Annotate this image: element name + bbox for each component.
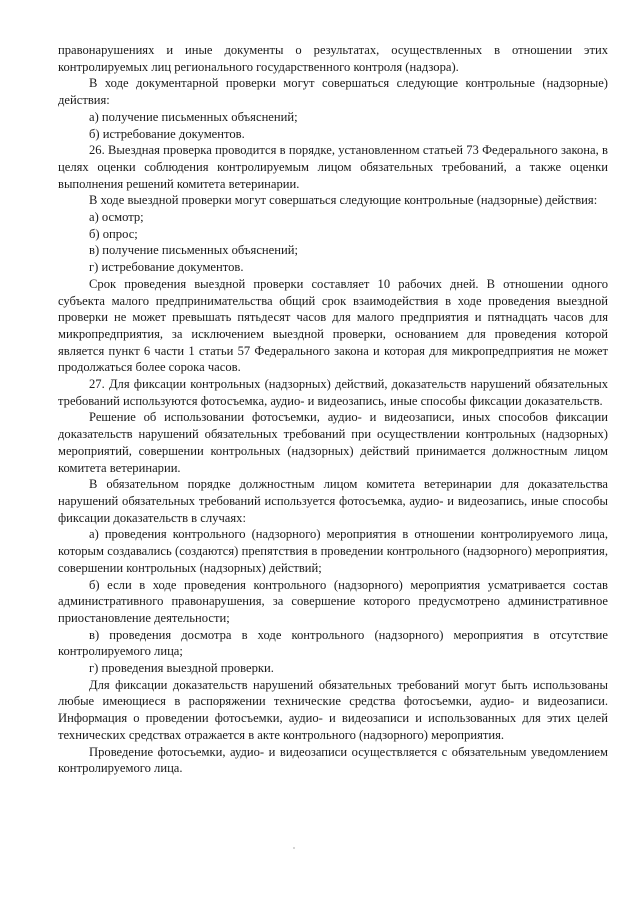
list-item-a: а) осмотр; <box>89 210 144 225</box>
paragraph-continuation: правонарушениях и иные документы о результатах, осуществленных в отношении этих контролируемых лиц регионального государственного контроля (надзора). <box>58 43 608 74</box>
scan-speck <box>293 847 295 849</box>
paragraph-technical-means: Для фиксации доказательств нарушений обязательных требований могут быть использованы любые имеющиеся в распоряжении технические средства фотосъемки, аудио- и видеозаписи. Информация о проведении фотосъемки, аудио- и видеозаписи и использованных для этих целей технических средствах отражается в акте контрольного (надзорного) мероприятия. <box>58 677 608 742</box>
paragraph-26: 26. Выездная проверка проводится в порядке, установленном статьей 73 Федерального закона, в целях оценки соблюдения контролируемым лицом обязательных требований, а также оценки выполнения решений комитета ветеринарии. <box>58 143 608 191</box>
paragraph-documentary-check-actions: В ходе документарной проверки могут совершаться следующие контрольные (надзорные) действия: <box>58 76 608 108</box>
paragraph-field-check-actions: В ходе выездной проверки могут совершаться следующие контрольные (надзорные) действия: <box>89 193 598 208</box>
list-item-b: б) опрос; <box>89 226 138 241</box>
list-item-v: в) получение письменных объяснений; <box>89 243 298 258</box>
paragraph-check-duration: Срок проведения выездной проверки составляет 10 рабочих дней. В отношении одного субъекта малого предпринимательства общий срок взаимодействия в ходе проведения выездной проверки не может превышать пятьдесят часов для малого предприятия и пятнадцать часов для микропредприятия, за исключением выездной проверки, основанием для проведения которой является пункт 6 части 1 статьи 57 Федерального закона и которая для микропредприятия не может продолжаться более сорока часов. <box>58 276 608 375</box>
list-item-a: а) получение письменных объяснений; <box>89 109 298 124</box>
paragraph-27: 27. Для фиксации контрольных (надзорных) действий, доказательств нарушений обязательных требований используются фотосъемка, аудио- и видеозапись, иные способы фиксации доказательств. <box>58 377 608 408</box>
list-item-v: в) проведения досмотра в ходе контрольного (надзорного) мероприятия в отсутствие контролируемого лица; <box>58 627 608 659</box>
list-item-b: б) если в ходе проведения контрольного (надзорного) мероприятия усматривается состав административного правонарушения, за совершение которого предусмотрено административное приостановление деятельности; <box>58 577 608 625</box>
list-item-g: г) проведения выездной проверки. <box>89 661 274 676</box>
paragraph-notification: Проведение фотосъемки, аудио- и видеозаписи осуществляется с обязательным уведомлением контролируемого лица. <box>58 744 608 776</box>
list-item-g: г) истребование документов. <box>89 260 244 275</box>
paragraph-mandatory-cases: В обязательном порядке должностным лицом комитета ветеринарии для доказательства нарушений обязательных требований используется фотосъемка, аудио- и видеозапись, иные способы фиксации доказательств в случаях: <box>58 477 608 525</box>
document-page <box>58 42 608 777</box>
list-item-a: а) проведения контрольного (надзорного) мероприятия в отношении контролируемого лица, которым создавались (создаются) препятствия в проведении контрольного (надзорного) мероприятия, совершении контрольных (надзорных) действий; <box>58 527 608 575</box>
list-item-b: б) истребование документов. <box>89 126 245 141</box>
paragraph-decision: Решение об использовании фотосъемки, аудио- и видеозаписи, иных способов фиксации доказательств нарушений обязательных требований при осуществлении контрольных (надзорных) мероприятий, совершении контрольных (надзорных) действий принимается должностным лицом комитета ветеринарии. <box>58 410 608 475</box>
